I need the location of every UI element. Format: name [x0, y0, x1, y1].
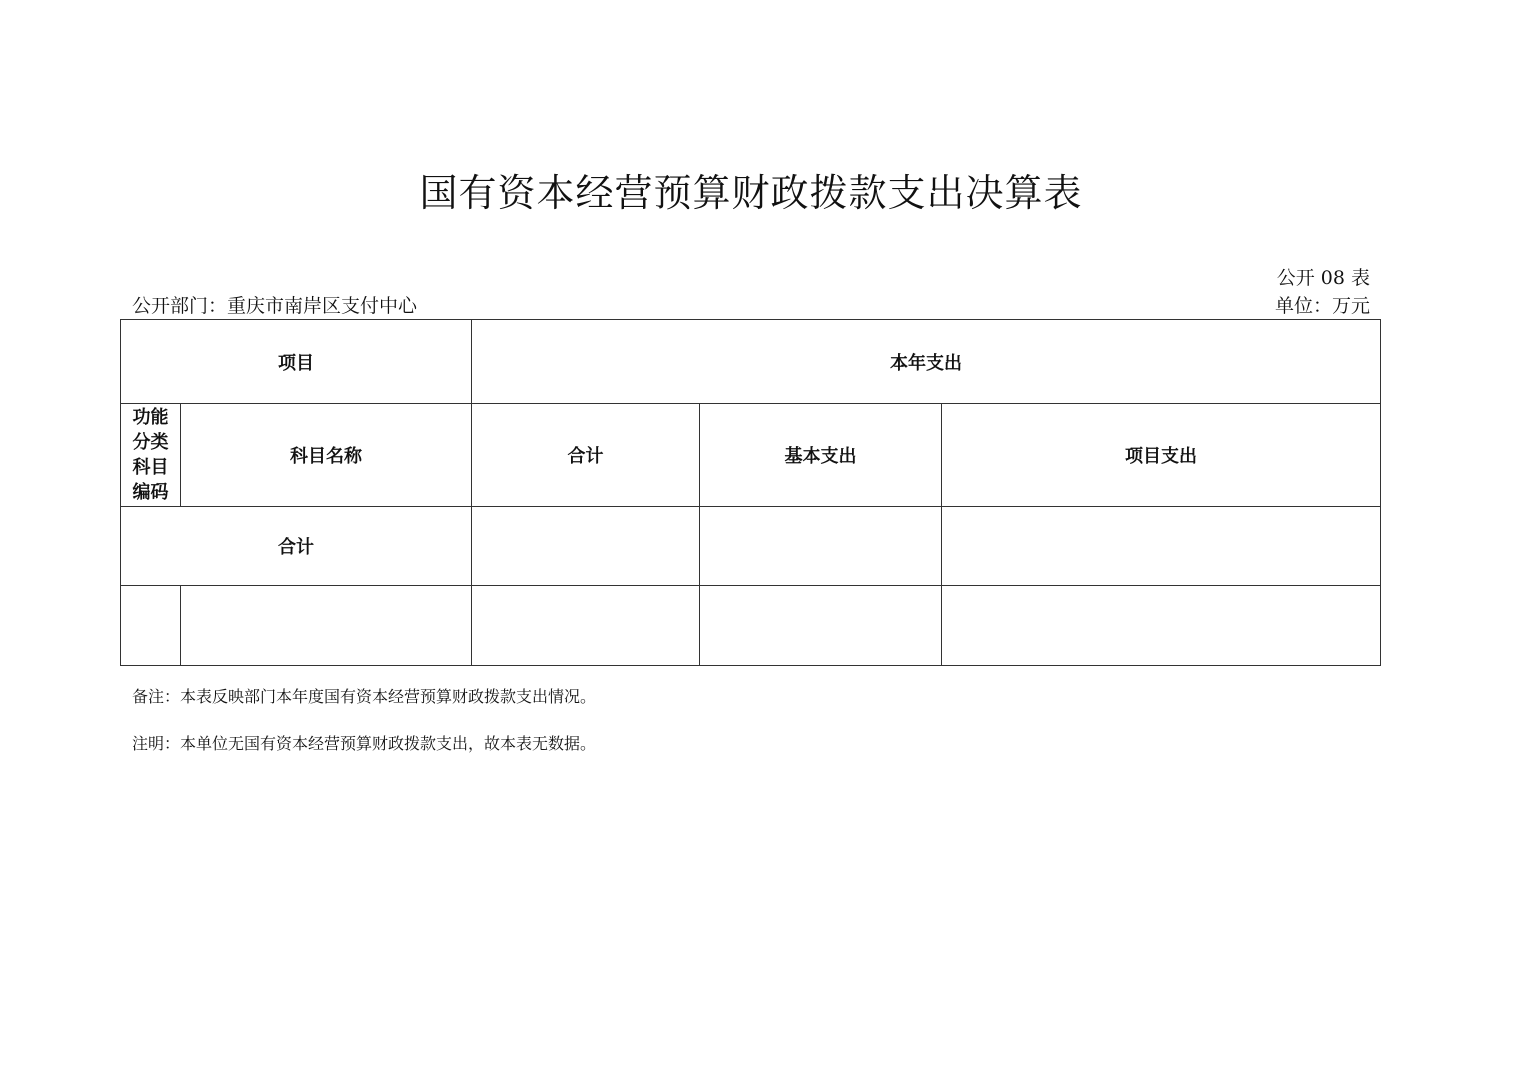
header-code-line: 科目 — [132, 457, 169, 478]
header-code-line: 功能 — [132, 407, 169, 428]
header-code-line: 分类 — [132, 432, 169, 453]
page-title: 国有资本经营预算财政拨款支出决算表 — [419, 171, 1083, 215]
table-number: 公开 08 表 — [1276, 267, 1370, 289]
header-project-expenditure: 项目支出 — [942, 404, 1381, 507]
row-project-cell — [942, 586, 1381, 666]
header-code-line: 编码 — [132, 482, 169, 503]
row-total-cell — [472, 586, 700, 666]
total-row-total — [472, 507, 700, 586]
explanation-note: 注明：本单位无国有资本经营预算财政拨款支出，故本表无数据。 — [132, 734, 597, 753]
header-current-year-expenditure: 本年支出 — [472, 320, 1381, 404]
header-row-1 — [121, 320, 1381, 404]
header-subject-name: 科目名称 — [181, 404, 472, 507]
total-row — [121, 507, 1381, 586]
header-item: 项目 — [121, 320, 472, 404]
unit-label: 单位：万元 — [1274, 295, 1370, 317]
department-label: 公开部门：重庆市南岸区支付中心 — [132, 295, 418, 317]
total-row-project — [942, 507, 1381, 586]
table-row — [121, 586, 1381, 666]
total-row-basic — [700, 507, 942, 586]
header-function-code — [121, 404, 181, 507]
row-basic-cell — [700, 586, 942, 666]
remark-note: 备注：本表反映部门本年度国有资本经营预算财政拨款支出情况。 — [132, 687, 597, 706]
row-name-cell — [181, 586, 472, 666]
total-row-label: 合计 — [121, 507, 472, 586]
row-code-cell — [121, 586, 181, 666]
header-basic-expenditure: 基本支出 — [700, 404, 942, 507]
header-row-2 — [121, 404, 1381, 507]
expenditure-table — [120, 319, 1381, 666]
header-total: 合计 — [472, 404, 700, 507]
